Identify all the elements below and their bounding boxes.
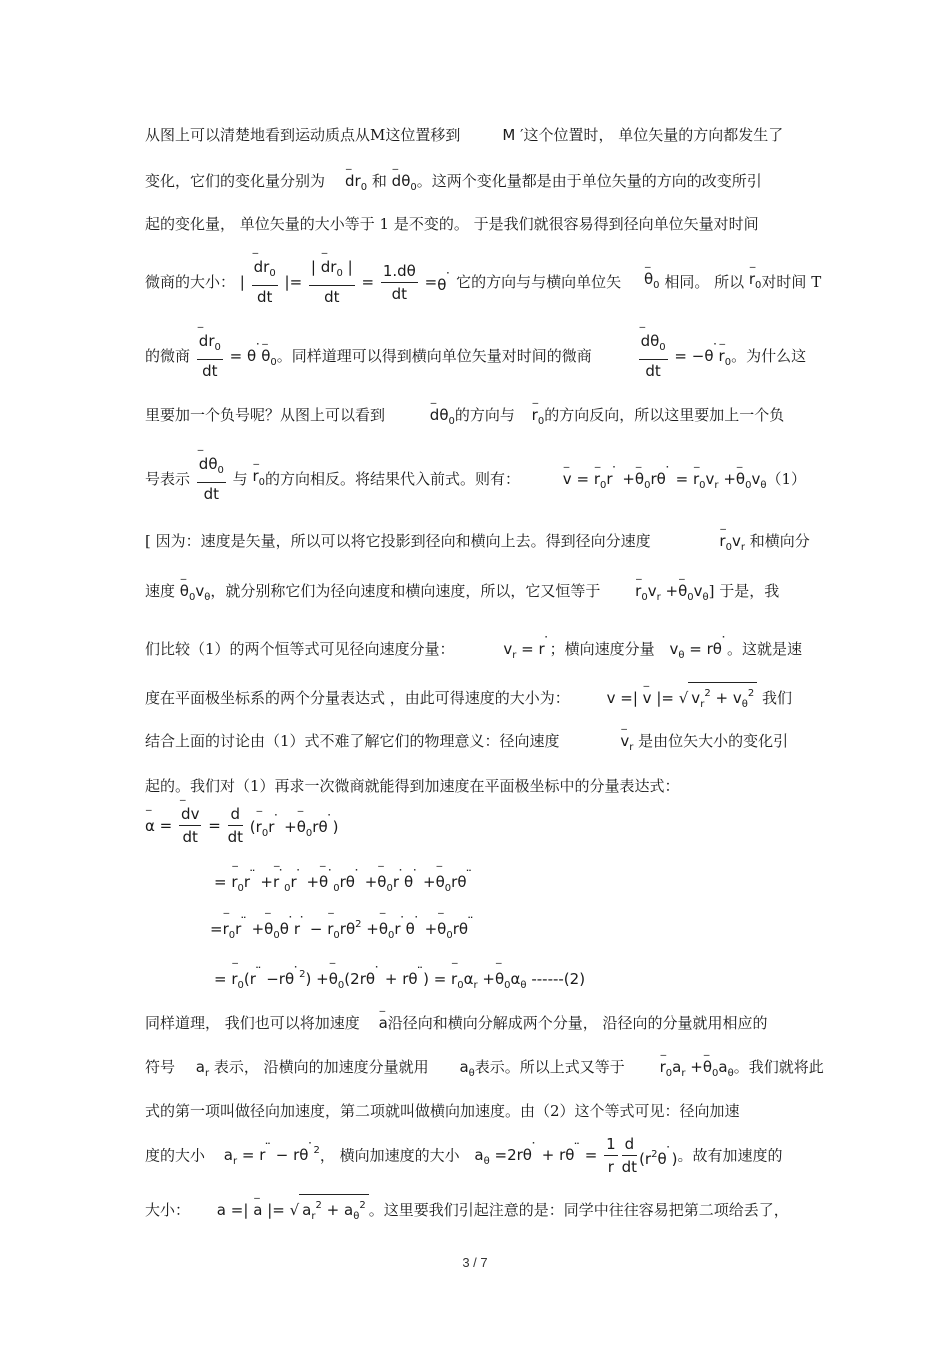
math-dr0: ‾ $dr_0$ — [345, 172, 367, 190]
text-segment: ] 于是，我 — [708, 582, 780, 600]
equation-accel-line-4: = ‾ $r_0(r$ ¨ −rθ ˙ $^2$) +‾ $\theta_0(2r\theta$ ˙ + rθ ¨ ) = ‾ $r_0\alpha_r$ +‾ $\theta_0\alpha_\theta$ ------(2) — [214, 965, 585, 991]
fraction-dr0-dt: ‾ $\frac{dr_0}{dt}$ — [197, 332, 223, 380]
paragraph-line-7 — [145, 455, 805, 505]
text-segment: 。这两个变化量都是由于单位矢量的方向的改变所引 — [416, 172, 762, 190]
math-ar: $a_r$ — [195, 1058, 210, 1079]
fraction-dtheta0-dt: ‾ $\frac{d\theta_0}{dt}$ — [197, 455, 226, 503]
text-segment: ；横向速度分量 — [549, 640, 655, 658]
paragraph-line-8 — [145, 530, 810, 559]
text-segment: 沿径向和横向分解成两个分量， 沿径向的分量就用相应的 — [387, 1014, 768, 1032]
text-segment: 微商的大小： — [145, 273, 236, 291]
text-segment: 起的变化量， 单位矢量的大小等于 1 是不变的。 于是我们就很容易得到径向单位矢量对时间 — [145, 215, 759, 233]
text-segment: 相同。 所以 — [664, 273, 745, 291]
text-segment: ， 横向加速度的大小 — [319, 1146, 460, 1165]
paragraph-line-9 — [145, 580, 805, 609]
text-segment: 从图上可以清楚地看到运动质点从M这位置移到 — [145, 126, 461, 144]
fraction-dtheta0-dt: ‾ $\frac{d\theta_0}{dt}$ — [639, 332, 668, 380]
text-segment: 号表示 — [145, 470, 191, 488]
paragraph-line-11 — [145, 682, 805, 716]
equation-tag-1: （1） — [766, 470, 807, 488]
math-r0: ‾ $r_0$ — [532, 406, 545, 424]
text-segment: 度的大小 — [145, 1146, 206, 1165]
math-accel-magnitude: a =| ‾ a |= √ $a_r^2 + a_\theta^2$ — [217, 1201, 369, 1219]
math-r0: ‾ $r_0$ — [252, 467, 265, 485]
text-segment: 表示， 沿横向的加速度分量就用 — [213, 1058, 429, 1076]
text-segment: 式的第一项叫做径向加速度，第二项就叫做横向加速度。由（2）这个等式可见：径向加速 — [145, 1102, 740, 1120]
paragraph-line-10 — [145, 632, 805, 667]
math-vr: ‾ $v_r$ — [620, 732, 633, 750]
text-segment: 。同样道理可以得到横向单位矢量对时间的微商 — [276, 347, 592, 365]
math-atheta-eq: $a_\theta =2r\theta$ ˙ + rθ ¨ = — [474, 1146, 597, 1164]
paragraph-line-14 — [145, 1012, 805, 1034]
paragraph-line-1 — [145, 124, 805, 146]
text-segment: 度在平面极坐标系的两个分量表达式 ，由此可得速度的大小为： — [145, 689, 570, 707]
text-segment: 。我们就将此 — [733, 1058, 824, 1076]
text-segment: 。这里要我们引起注意的是：同学中往往容易把第二项给丢了， — [368, 1201, 789, 1219]
paragraph-line-4: 微商的大小： | ‾ $\frac{dr_0}{dt}$ |= $\frac{| ‾ dr_0 |}{dt}$ = $\frac{1.d\theta}{dt}$ =θ ˙ 它的方向与与横向单位矢 ‾ $\theta_0$ 相同。 所以 ‾ $r_0$对时间 T — [145, 258, 805, 308]
math-dtheta0: ‾ $d\theta_0$ — [392, 172, 417, 190]
text-segment: 。这就是速 — [726, 640, 802, 658]
text-segment: 变化，它们的变化量分别为 — [145, 172, 326, 190]
text-segment: 的微商 — [145, 347, 191, 365]
text-segment: 的方向反向，所以这里要加上一个负 — [544, 406, 785, 424]
paragraph-line-2 — [145, 170, 805, 199]
equation-accel-line-3: =‾ $r_0r$ ¨ +‾ $\theta_0\theta$ ˙ r ˙ − ‾ $r_0r\theta^2$ +‾ $\theta_0r$ ˙ θ ˙ +‾ $\theta_0r\theta$ ¨ — [210, 915, 474, 941]
math-ar-eq: $a_r = r$ ¨ − rθ ˙ $^2$ — [224, 1146, 320, 1164]
math-r0: ‾ $r_0$ — [749, 270, 762, 288]
paragraph-line-13 — [145, 775, 805, 797]
text-segment: [ 因为：速度是矢量，所以可以将它投影到径向和横向上去。得到径向分速度 — [145, 532, 651, 550]
text-segment: 表示。所以上式又等于 — [474, 1058, 625, 1076]
paragraph-line-12 — [145, 730, 805, 759]
text-segment: ，就分别称它们为径向速度和横向速度，所以，它又恒等于 — [210, 582, 601, 600]
math-a-vector: ‾ a — [379, 1014, 388, 1032]
paragraph-line-16 — [145, 1100, 805, 1122]
math-vtheta-eq: $v_\theta = r\theta$ ˙ — [669, 640, 727, 658]
text-segment: 符号 — [145, 1058, 176, 1076]
text-segment: 与 — [232, 470, 248, 488]
math-atheta: $a_\theta$ — [459, 1058, 475, 1079]
math-vr-eq: $v_r = r$ ˙ — [503, 640, 549, 658]
equation-accel-line-1: ‾ α = ‾ $\frac{dv}{dt}$ = $\frac{d}{dt}$ (‾ $r_0r$ ˙ +‾ $\theta_0r\theta$ ˙ ) — [145, 805, 339, 855]
math-theta0-vtheta: ‾ $\theta_0v_\theta$ — [180, 582, 211, 600]
text-segment: 和横向分 — [749, 532, 810, 550]
fraction-dr0-dt: ‾ $\frac{dr_0}{dt}$ — [252, 258, 278, 306]
text-segment: 我们 — [762, 689, 793, 707]
paragraph-line-18 — [145, 1194, 805, 1228]
fraction-dtheta-dt: $\frac{1.d\theta}{dt}$ — [382, 261, 416, 303]
point-m-prime: M ′ — [502, 126, 524, 144]
equation-tag-2: ------(2) — [531, 970, 586, 988]
text-segment: 速度 — [145, 582, 176, 600]
text-segment: 里要加一个负号呢？从图上可以看到 — [145, 406, 386, 424]
equation-velocity: ‾ v = ‾ $r_0r$ ˙ +‾ $\theta_0r\theta$ ˙ = ‾ $r_0v_r$ +‾ $\theta_0v_\theta$ — [563, 470, 767, 488]
text-segment: 。故有加速度的 — [677, 1146, 783, 1165]
math-r0-vr: ‾ $r_0v_r$ — [719, 532, 745, 550]
text-segment: 是由位矢大小的变化引 — [638, 732, 789, 750]
text-segment: 它的方向与与横向单位矢 — [456, 273, 622, 291]
text-segment: 这个位置时， 单位矢量的方向都发生了 — [523, 126, 784, 144]
text-segment: 和 — [371, 172, 387, 190]
fraction-abs-dr0-dt: $\frac{| ‾ dr_0 |}{dt}$ — [309, 258, 355, 306]
text-segment: 们比较（1）的两个恒等式可见径向速度分量： — [145, 640, 455, 658]
text-segment: 对时间 T — [761, 273, 822, 291]
text-segment: 起的。我们对（1）再求一次微商就能得到加速度在平面极坐标中的分量表达式： — [145, 777, 680, 795]
text-segment: 的方向与 — [454, 406, 515, 424]
paragraph-line-6 — [145, 404, 805, 433]
math-dtheta0: ‾ $d\theta_0$ — [430, 406, 455, 424]
math-accel-sum: ‾ $r_0a_r$ +‾ $\theta_0a_\theta$ — [660, 1058, 734, 1076]
text-segment: 大小： — [145, 1201, 191, 1219]
math-theta0: ‾ $\theta_0$ — [644, 270, 660, 288]
paragraph-line-15 — [145, 1056, 824, 1085]
paragraph-line-17: 度的大小 $a_r = r$ ¨ − rθ ˙ $^2$， 横向加速度的大小 $a_\theta =2r\theta$ ˙ + rθ ¨ = $\frac{1}{r}$ $\frac{d}{dt}$ ($r^2\theta$ ˙ )。故有加速度的 — [145, 1135, 805, 1179]
text-segment: 的方向相反。将结果代入前式。则有： — [265, 470, 521, 488]
paragraph-line-3 — [145, 213, 805, 235]
text-segment: 结合上面的讨论由（1）式不难了解它们的物理意义：径向速度 — [145, 732, 560, 750]
math-velocity-sum: ‾ $r_0v_r$ +‾ $\theta_0v_\theta$ — [635, 582, 709, 600]
text-segment: 。为什么这 — [731, 347, 807, 365]
paragraph-line-5: 的微商 ‾ $\frac{dr_0}{dt}$ = θ ˙‾ $\theta_0$。同样道理可以得到横向单位矢量对时间的微商 ‾ $\frac{d\theta_0}{dt}$ = −θ ˙‾ $r_0$。为什么这 — [145, 332, 805, 382]
text-segment: 同样道理， 我们也可以将加速度 — [145, 1014, 360, 1032]
equation-accel-line-2: = ‾ $r_0r$ ¨ +‾ r ˙ $_0$r ˙ +‾ θ ˙ $_0$rθ ˙ +‾ $\theta_0r$ ˙ θ ˙ +‾ $\theta_0r\theta$ ¨ — [214, 868, 472, 894]
math-speed: v =| ‾ v |= √ $v_r^2 + v_\theta^2$ — [607, 689, 758, 707]
page-number: 3 / 7 — [462, 1255, 488, 1270]
